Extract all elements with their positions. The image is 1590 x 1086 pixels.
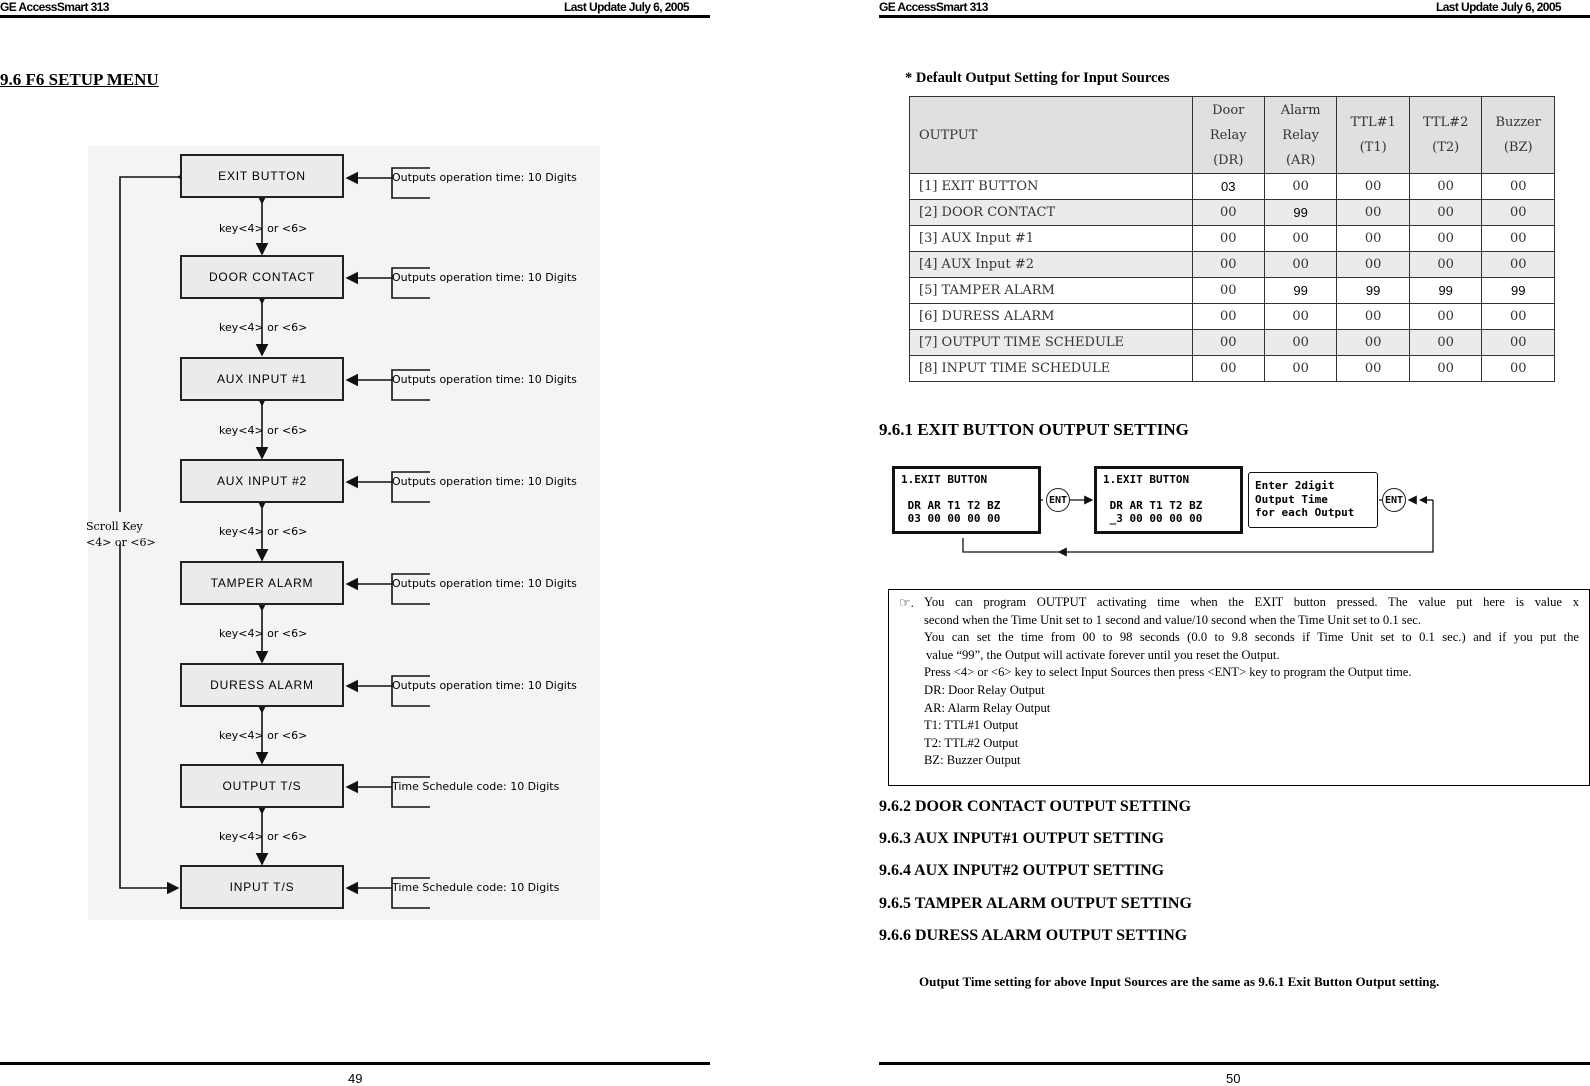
flow-box-exit-button: EXIT BUTTON [180, 154, 344, 198]
cell-label: [7] OUTPUT TIME SCHEDULE [910, 330, 1193, 356]
cell: 00 [1409, 356, 1482, 382]
cell: 00 [1409, 304, 1482, 330]
right-header-rule [879, 15, 1590, 18]
flow-box-input-ts: INPUT T/S [180, 865, 344, 909]
th-output: OUTPUT [910, 97, 1193, 174]
cell: 00 [1192, 330, 1264, 356]
table-row [910, 174, 1555, 200]
lcd-display-2: 1.EXIT BUTTON DR AR T1 T2 BZ _3 00 00 00 00 [1094, 466, 1243, 534]
cell: 00 [1482, 330, 1555, 356]
th-door-relay: Door Relay (DR) [1192, 97, 1264, 174]
left-header-date: Last Update July 6, 2005 [564, 0, 689, 14]
ent-key-icon: ENT [1382, 488, 1406, 512]
cell: 99 [1264, 278, 1336, 304]
table-row [910, 252, 1555, 278]
note-line: You can set the time from 00 to 98 seconds (0.0 to 9.8 seconds if Time Unit set to 0.1 sec.) and if you put the [924, 630, 1579, 645]
cell: 99 [1409, 278, 1482, 304]
cell: 00 [1409, 252, 1482, 278]
note-line: T1: TTL#1 Output [924, 718, 1019, 733]
cell: 00 [1192, 304, 1264, 330]
cell: 00 [1482, 356, 1555, 382]
left-header-title: GE AccessSmart 313 [0, 0, 109, 14]
cell-label: [2] DOOR CONTACT [910, 200, 1193, 226]
flow-note: Time Schedule code: 10 Digits [392, 780, 560, 793]
lcd-display-1: 1.EXIT BUTTON DR AR T1 T2 BZ 03 00 00 00 00 [892, 466, 1041, 534]
right-header-date: Last Update July 6, 2005 [1436, 0, 1561, 14]
table-row [910, 356, 1555, 382]
note-box [888, 589, 1590, 786]
section-title-9-6: 9.6 F6 SETUP MENU [0, 70, 159, 89]
pointing-hand-icon: ☞. [899, 595, 914, 610]
cell: 00 [1482, 252, 1555, 278]
table-row [910, 304, 1555, 330]
note-line: Press <4> or <6> key to select Input Sources then press <ENT> key to program the Output time. [924, 665, 1412, 680]
flow-note: Time Schedule code: 10 Digits [392, 881, 560, 894]
note-line: You can program OUTPUT activating time when the EXIT button pressed. The value put here is value x [924, 595, 1579, 609]
flow-box-aux-input-1: AUX INPUT #1 [180, 357, 344, 401]
flow-key-label: key<4> or <6> [219, 424, 308, 437]
flow-box-duress-alarm: DURESS ALARM [180, 663, 344, 707]
cell: 00 [1409, 174, 1482, 200]
flow-box-door-contact: DOOR CONTACT [180, 255, 344, 299]
section-title-9-6-5: 9.6.5 TAMPER ALARM OUTPUT SETTING [879, 895, 1192, 912]
scroll-key-line2: <4> or <6> [86, 536, 156, 549]
cell: 00 [1264, 356, 1336, 382]
flow-key-label: key<4> or <6> [219, 830, 308, 843]
cell: 00 [1337, 304, 1410, 330]
cell: 00 [1264, 330, 1336, 356]
scroll-key-line1: Scroll Key [86, 520, 143, 533]
cell-label: [3] AUX Input #1 [910, 226, 1193, 252]
flow-box-tamper-alarm: TAMPER ALARM [180, 561, 344, 605]
flow-note: Outputs operation time: 10 Digits [392, 171, 577, 184]
flow-note: Outputs operation time: 10 Digits [392, 373, 577, 386]
right-page-number: 50 [1226, 1071, 1241, 1086]
cell: 00 [1482, 226, 1555, 252]
cell: 00 [1337, 330, 1410, 356]
cell: 00 [1409, 330, 1482, 356]
cell: 00 [1482, 304, 1555, 330]
cell: 00 [1482, 174, 1555, 200]
cell: 00 [1337, 356, 1410, 382]
cell: 00 [1337, 226, 1410, 252]
ent-key-icon: ENT [1046, 488, 1070, 512]
th-buzzer: Buzzer (BZ) [1482, 97, 1555, 174]
note-line: AR: Alarm Relay Output [924, 700, 1051, 715]
table-header-row [910, 97, 1555, 174]
table-title: * Default Output Setting for Input Sources [905, 70, 1170, 86]
cell-label: [1] EXIT BUTTON [910, 174, 1193, 200]
cell: 00 [1264, 252, 1336, 278]
right-header-title: GE AccessSmart 313 [879, 0, 988, 14]
cell: 00 [1409, 200, 1482, 226]
cell: 03 [1192, 174, 1264, 200]
th-alarm-relay: Alarm Relay (AR) [1264, 97, 1336, 174]
flow-key-label: key<4> or <6> [219, 729, 308, 742]
table-row [910, 200, 1555, 226]
right-footer-rule [879, 1062, 1590, 1065]
cell: 00 [1482, 200, 1555, 226]
table-row [910, 226, 1555, 252]
th-ttl1: TTL#1 (T1) [1337, 97, 1410, 174]
cell: 00 [1192, 356, 1264, 382]
cell: 00 [1337, 200, 1410, 226]
cell: 00 [1192, 200, 1264, 226]
section-title-9-6-4: 9.6.4 AUX INPUT#2 OUTPUT SETTING [879, 862, 1165, 879]
section-title-9-6-1: 9.6.1 EXIT BUTTON OUTPUT SETTING [879, 420, 1189, 439]
lcd-prompt-box: Enter 2digit Output Time for each Output [1248, 472, 1378, 528]
note-line: value “99”, the Output will activate forever until you reset the Output. [926, 647, 1280, 662]
table-row [910, 278, 1555, 304]
flow-note: Outputs operation time: 10 Digits [392, 475, 577, 488]
cell: 00 [1264, 304, 1336, 330]
cell: 00 [1337, 174, 1410, 200]
flow-box-output-ts: OUTPUT T/S [180, 764, 344, 808]
cell-label: [6] DURESS ALARM [910, 304, 1193, 330]
flow-note: Outputs operation time: 10 Digits [392, 577, 577, 590]
note-line: BZ: Buzzer Output [924, 753, 1021, 768]
note-line: DR: Door Relay Output [924, 683, 1045, 697]
th-ttl2: TTL#2 (T2) [1409, 97, 1482, 174]
flow-note: Outputs operation time: 10 Digits [392, 679, 577, 692]
flow-key-label: key<4> or <6> [219, 222, 308, 235]
cell: 99 [1264, 200, 1336, 226]
section-title-9-6-2: 9.6.2 DOOR CONTACT OUTPUT SETTING [879, 798, 1192, 815]
section-title-9-6-3: 9.6.3 AUX INPUT#1 OUTPUT SETTING [879, 830, 1165, 847]
cell: 00 [1409, 226, 1482, 252]
cell: 00 [1337, 252, 1410, 278]
note-line: second when the Time Unit set to 1 second and value/10 second when the Time Unit set to 0.1 sec. [924, 612, 1422, 627]
cell-label: [5] TAMPER ALARM [910, 278, 1193, 304]
flow-key-label: key<4> or <6> [219, 627, 308, 640]
note-line: T2: TTL#2 Output [924, 735, 1019, 750]
left-page-number: 49 [348, 1071, 363, 1086]
cell-label: [4] AUX Input #2 [910, 252, 1193, 278]
footer-note: Output Time setting for above Input Sources are the same as 9.6.1 Exit Button Output setting. [919, 974, 1440, 989]
cell: 99 [1337, 278, 1410, 304]
left-footer-rule [0, 1062, 710, 1065]
flow-key-label: key<4> or <6> [219, 525, 308, 538]
cell: 99 [1482, 278, 1555, 304]
flow-note: Outputs operation time: 10 Digits [392, 271, 577, 284]
flow-box-aux-input-2: AUX INPUT #2 [180, 459, 344, 503]
flowchart-connectors [0, 0, 710, 1000]
cell: 00 [1192, 252, 1264, 278]
default-output-table [909, 96, 1555, 382]
section-title-9-6-6: 9.6.6 DURESS ALARM OUTPUT SETTING [879, 927, 1188, 944]
table-row [910, 330, 1555, 356]
cell: 00 [1264, 174, 1336, 200]
scroll-key-label [86, 519, 156, 551]
flow-key-label: key<4> or <6> [219, 321, 308, 334]
cell: 00 [1192, 226, 1264, 252]
cell-label: [8] INPUT TIME SCHEDULE [910, 356, 1193, 382]
cell: 00 [1192, 278, 1264, 304]
cell: 00 [1264, 226, 1336, 252]
